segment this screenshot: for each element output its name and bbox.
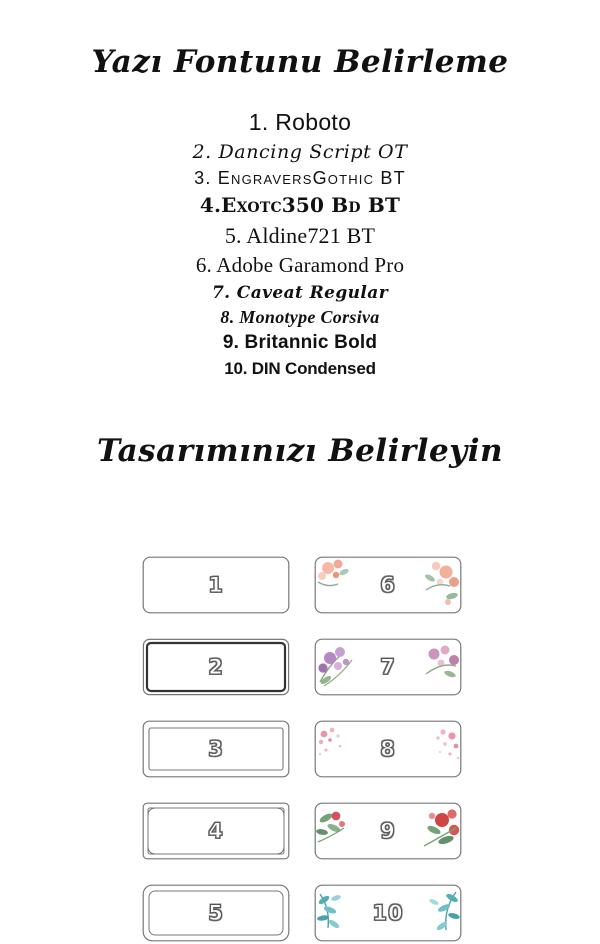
- font-option-7[interactable]: 7. Caveat Regular: [211, 282, 389, 303]
- font-option-1[interactable]: 1. Roboto: [248, 109, 352, 135]
- page-title-fonts: Yazı Fontunu Belirleme: [91, 44, 509, 80]
- design-option-5[interactable]: [142, 884, 290, 942]
- design-number-8: 8: [380, 737, 396, 761]
- font-option-8[interactable]: 8. Monotype Corsiva: [220, 306, 380, 327]
- design-number-10: 10: [372, 901, 404, 925]
- font-option-3[interactable]: 3. EngraversGothic BT: [194, 167, 406, 188]
- font-option-10[interactable]: 10. DIN Condensed: [224, 359, 376, 379]
- design-option-8[interactable]: [314, 720, 462, 778]
- design-number-9: 9: [380, 819, 396, 843]
- design-number-2: 2: [208, 655, 224, 679]
- font-option-2[interactable]: 2. Dancing Script OT: [192, 140, 408, 163]
- design-option-3[interactable]: [142, 720, 290, 778]
- design-number-7: 7: [380, 655, 396, 679]
- design-option-4[interactable]: [142, 802, 290, 860]
- poster-page: [0, 44, 600, 944]
- design-option-6[interactable]: [314, 556, 462, 614]
- page-title-design: Tasarımınızı Belirleyin: [96, 433, 504, 470]
- design-number-3: 3: [208, 737, 224, 761]
- design-option-grid: [142, 556, 462, 942]
- design-number-5: 5: [208, 901, 224, 925]
- design-option-9[interactable]: [314, 802, 462, 860]
- design-option-1[interactable]: [142, 556, 290, 614]
- design-number-6: 6: [380, 573, 396, 597]
- font-option-list: [0, 106, 600, 381]
- font-option-5[interactable]: 5. Aldine721 BT: [224, 222, 376, 248]
- design-option-2[interactable]: [142, 638, 290, 696]
- font-option-4[interactable]: 4.Exotc350 Bd BT: [199, 193, 401, 218]
- font-option-9[interactable]: 9. Britannic Bold: [222, 332, 378, 354]
- font-option-6[interactable]: 6. Adobe Garamond Pro: [195, 252, 405, 277]
- design-option-7[interactable]: [314, 638, 462, 696]
- design-number-1: 1: [208, 573, 224, 597]
- design-option-10[interactable]: [314, 884, 462, 942]
- design-number-4: 4: [208, 819, 224, 843]
